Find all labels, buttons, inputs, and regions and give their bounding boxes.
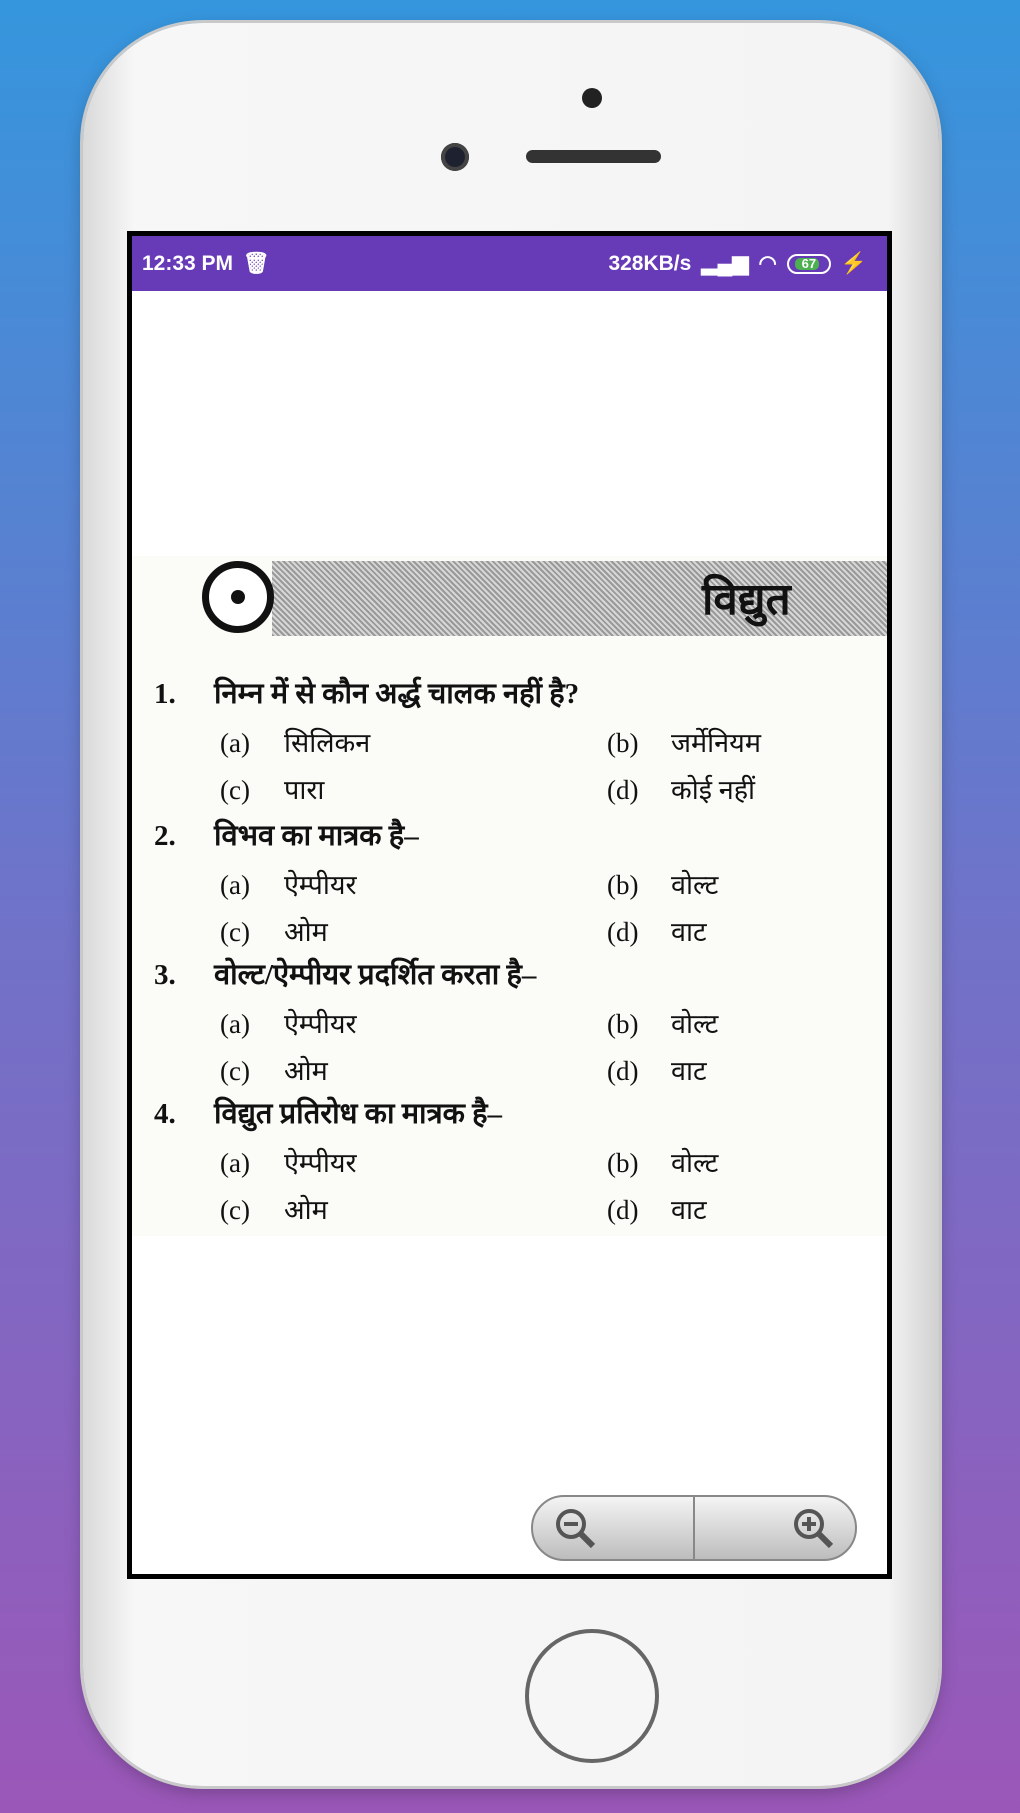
- option-label: (a): [220, 1148, 250, 1178]
- option: [607, 865, 718, 902]
- option-label: (b): [607, 1009, 639, 1039]
- trash-icon: 🗑: [243, 251, 270, 275]
- zoom-out-button[interactable]: [533, 1497, 695, 1559]
- option-text: कोई नहीं: [671, 775, 756, 805]
- question-number: 2.: [154, 820, 176, 852]
- zoom-out-icon: [553, 1506, 597, 1550]
- option-text: जर्मेनियम: [671, 728, 761, 758]
- option: [607, 1051, 707, 1088]
- question-number: 1.: [154, 678, 176, 710]
- option-text: वाट: [671, 1195, 707, 1225]
- option-label: (d): [607, 1195, 639, 1225]
- option-text: वोल्ट: [671, 1009, 719, 1039]
- target-icon: [202, 561, 274, 633]
- option-label: (d): [607, 1056, 639, 1086]
- question-number: 3.: [154, 959, 176, 991]
- scanned-page: [132, 556, 887, 1236]
- option: [607, 1004, 718, 1041]
- option-label: (b): [607, 870, 639, 900]
- signal-icon: ▂▄▆: [701, 252, 749, 275]
- option-label: (c): [220, 1195, 250, 1225]
- option: [220, 1190, 328, 1227]
- option-text: ऐम्पीयर: [284, 870, 357, 900]
- option-text: ओम: [284, 1195, 328, 1225]
- screen: [127, 231, 892, 1579]
- question-text: निम्न में से कौन अर्द्ध चालक नहीं है?: [214, 678, 580, 710]
- battery-icon: 67: [787, 254, 831, 274]
- option-text: ओम: [284, 1056, 328, 1086]
- question-3: [154, 954, 536, 993]
- option-label: (c): [220, 917, 250, 947]
- option-text: सिलिकन: [284, 728, 371, 758]
- option: [607, 1190, 707, 1227]
- zoom-controls: [531, 1495, 857, 1561]
- zoom-in-button[interactable]: [695, 1497, 855, 1559]
- option-label: (c): [220, 775, 250, 805]
- option-label: (a): [220, 1009, 250, 1039]
- question-2: [154, 815, 419, 854]
- option: [220, 1004, 357, 1041]
- sensor-dot: [582, 88, 602, 108]
- option-text: ओम: [284, 917, 328, 947]
- option-text: वाट: [671, 917, 707, 947]
- earpiece-speaker: [526, 150, 661, 163]
- option-text: वोल्ट: [671, 1148, 719, 1178]
- status-time: 12:33 PM: [142, 251, 234, 275]
- charging-icon: ⚡: [840, 251, 867, 275]
- option: [607, 723, 761, 760]
- question-text: विद्युत प्रतिरोध का मात्रक है–: [214, 1098, 502, 1130]
- question-4: [154, 1093, 502, 1132]
- option: [220, 1143, 357, 1180]
- option-text: वोल्ट: [671, 870, 719, 900]
- option-label: (a): [220, 870, 250, 900]
- option: [220, 723, 370, 760]
- option: [607, 1143, 718, 1180]
- network-speed: 328KB/s: [608, 251, 692, 275]
- option-label: (c): [220, 1056, 250, 1086]
- front-camera: [441, 143, 469, 171]
- option: [607, 912, 707, 949]
- question-1: [154, 673, 579, 712]
- option: [607, 770, 755, 807]
- status-bar: [132, 236, 887, 291]
- wifi-icon: ◠: [758, 252, 777, 275]
- option-label: (d): [607, 917, 639, 947]
- option: [220, 1051, 328, 1088]
- home-button[interactable]: [525, 1629, 659, 1763]
- option-text: ऐम्पीयर: [284, 1009, 357, 1039]
- zoom-in-icon: [791, 1506, 835, 1550]
- option: [220, 865, 357, 902]
- option-text: पारा: [284, 775, 325, 805]
- option-label: (d): [607, 775, 639, 805]
- option-label: (a): [220, 728, 250, 758]
- option-label: (b): [607, 1148, 639, 1178]
- question-text: विभव का मात्रक है–: [214, 820, 419, 852]
- chapter-title: विद्युत: [702, 575, 791, 624]
- option-text: वाट: [671, 1056, 707, 1086]
- option: [220, 770, 324, 807]
- question-number: 4.: [154, 1098, 176, 1130]
- option-text: ऐम्पीयर: [284, 1148, 357, 1178]
- option-label: (b): [607, 728, 639, 758]
- question-text: वोल्ट/ऐम्पीयर प्रदर्शित करता है–: [214, 959, 537, 991]
- chapter-header: [272, 561, 892, 636]
- option: [220, 912, 328, 949]
